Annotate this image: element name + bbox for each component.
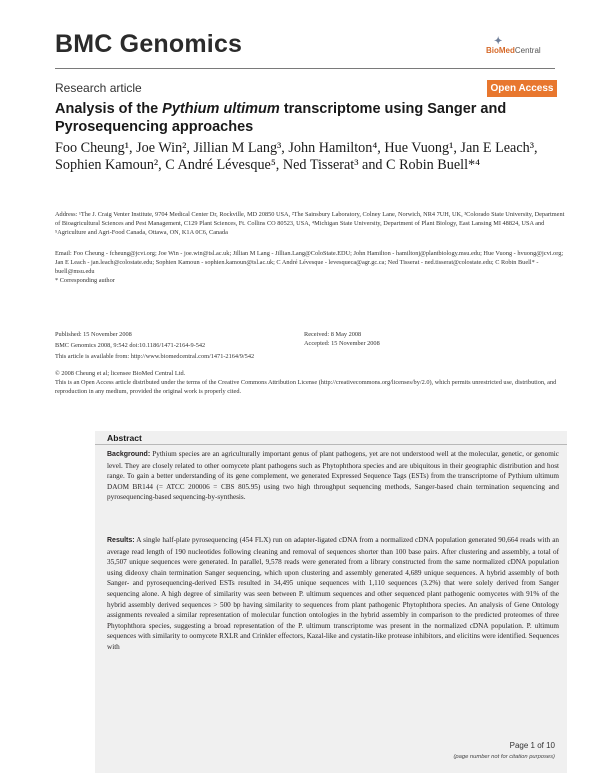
logo-mark-icon: ✦ — [494, 36, 503, 47]
abstract-results: Results: A single half-plate pyrosequencing (454 FLX) run on adapter-ligated cDNA from a normalized cDNA population generated 90,664 reads with an average read length of 190 nucleotides following cleaning and removal of sequences shorter than 100 base pairs. After clustering and assembly, a total of 35,507 unique sequences were generated. In parallel, 9,578 reads were generated from a library constructed from the same normalized cDNA population using dideoxy chain termination Sanger sequencing, which upon clustering and assembly generated 4,689 unique sequences. A hybrid assembly of both Sanger- and pyrosequencing-derived ESTs resulted in 34,495 unique sequences with 1,110 sequences (3.2%) that were solely derived from Sanger sequencing alone. A high degree of similarity was seen between P. ultimum sequences and other sequenced plant pathogenic oomycetes with 91% of the hybrid assembly derived sequences > 500 bp having similarity to sequences from plant pathogenic Phytophthora species. An analysis of Gene Ontology assignments revealed a similar representation of molecular function ontologies in the hybrid assembly in comparison to the predicted proteomes of three Phytophthora species, suggesting a broad representation of the P. ultimum transcriptome was present in the normalized cDNA population. P. ultimum sequences with similarity to oomycete RXLR and Crinkler effectors, Kazal-like and cystatin-like protease inhibitors, and elicitins were identified. Sequences with — [107, 536, 559, 651]
copyright-line: © 2008 Cheung et al; licensee BioMed Central Ltd. — [55, 370, 186, 377]
corresponding-note: * Corresponding author — [55, 277, 115, 284]
author-emails: Email: Foo Cheung - fcheung@jcvi.org; Joe Win - joe.win@tsl.ac.uk; Jillian M Lang - Jillian.Lang@ColoState.EDU; John Hamilton - hamiltonj@plantbiology.msu.edu; Hue Vuong - hvuong@jcvi.org; Jan E Leach - jan.leach@colostate.edu; Sophien Kamoun - sophien.kamoun@tsl.ac.uk; C André Lévesque - levesqueca@agr.gc.ca; Ned Tisserat - ned.tisserat@colostate.edu; C Robin Buell* - buell@msu.edu * Corresponding author — [55, 250, 564, 284]
abstract-background: Background: Pythium species are an agriculturally important genus of plant pathogens, yet are not understood well at the molecular, genetic, or genomic level. They are closely related to other oomycete plant pathogens such as Phytophthora species and are ubiquitous in their geographic distribution and host range. To gain a better understanding of its gene complement, we generated Expressed Sequence Tags (ESTs) from the transcriptome of Pythium ultimum DAOM BR144 (= ATCC 200006 = CBS 805.95) using two high throughput sequencing methods, Sanger-based chain termination sequencing and pyrosequencing-based sequencing-by-synthesis. — [107, 450, 559, 502]
open-access-badge: Open Access — [487, 80, 557, 97]
accepted-date: Accepted: 15 November 2008 — [304, 340, 380, 347]
page-number-note: (page number not for citation purposes) — [453, 754, 555, 760]
author-list: Foo Cheung¹, Joe Win², Jillian M Lang³, John Hamilton⁴, Hue Vuong¹, Jan E Leach³, Sophien Kamoun², C André Lévesque⁵, Ned Tisserat³ and C Robin Buell*⁴ — [55, 140, 538, 173]
journal-title: BMC Genomics — [55, 30, 243, 58]
abstract-rule — [95, 444, 567, 445]
citation: BMC Genomics 2008, 9:542 doi:10.1186/1471-2164-9-542 — [55, 342, 206, 349]
abstract-heading: Abstract — [107, 433, 142, 443]
article-type: Research article — [55, 81, 142, 95]
article-url[interactable]: This article is available from: http://www.biomedcentral.com/1471-2164/9/542 — [55, 353, 255, 360]
license-block — [55, 357, 565, 396]
received-date: Received: 8 May 2008 — [304, 331, 362, 338]
page-number: Page 1 of 10 — [509, 741, 555, 750]
published-date: Published: 15 November 2008 — [55, 331, 132, 338]
received-accepted — [304, 330, 564, 348]
article-title: Analysis of the Pythium ultimum transcriptome using Sanger and Pyrosequencing approaches — [55, 101, 507, 135]
license-text: This is an Open Access article distributed under the terms of the Creative Commons Attribution License (http://creativecommons.org/licenses/by/2.0), which permits unrestricted use, distribution, and reproduction in any medium, provided the original work is properly cited. — [55, 379, 557, 395]
header-rule — [55, 68, 555, 69]
affiliations: Address: ¹The J. Craig Venter Institute, 9704 Medical Center Dr, Rockville, MD 20850 USA, ²The Sainsbury Laboratory, Colney Lane, Norwich, NR4 7UH, UK, ³Colorado State University, Department of Bioagricultural Sciences and Pest Management, C129 Plant Sciences, Ft. Collins CO 80523, USA, ⁴Michigan State University, Department of Plant Biology, East Lansing MI 48824, USA and ⁵Agriculture and Agri-Food Canada, Ottawa, ON, K1A 0C6, Canada — [55, 211, 565, 236]
biomed-central-logo: ✦ BioMedCentral — [486, 36, 541, 55]
abstract-box — [95, 431, 567, 773]
